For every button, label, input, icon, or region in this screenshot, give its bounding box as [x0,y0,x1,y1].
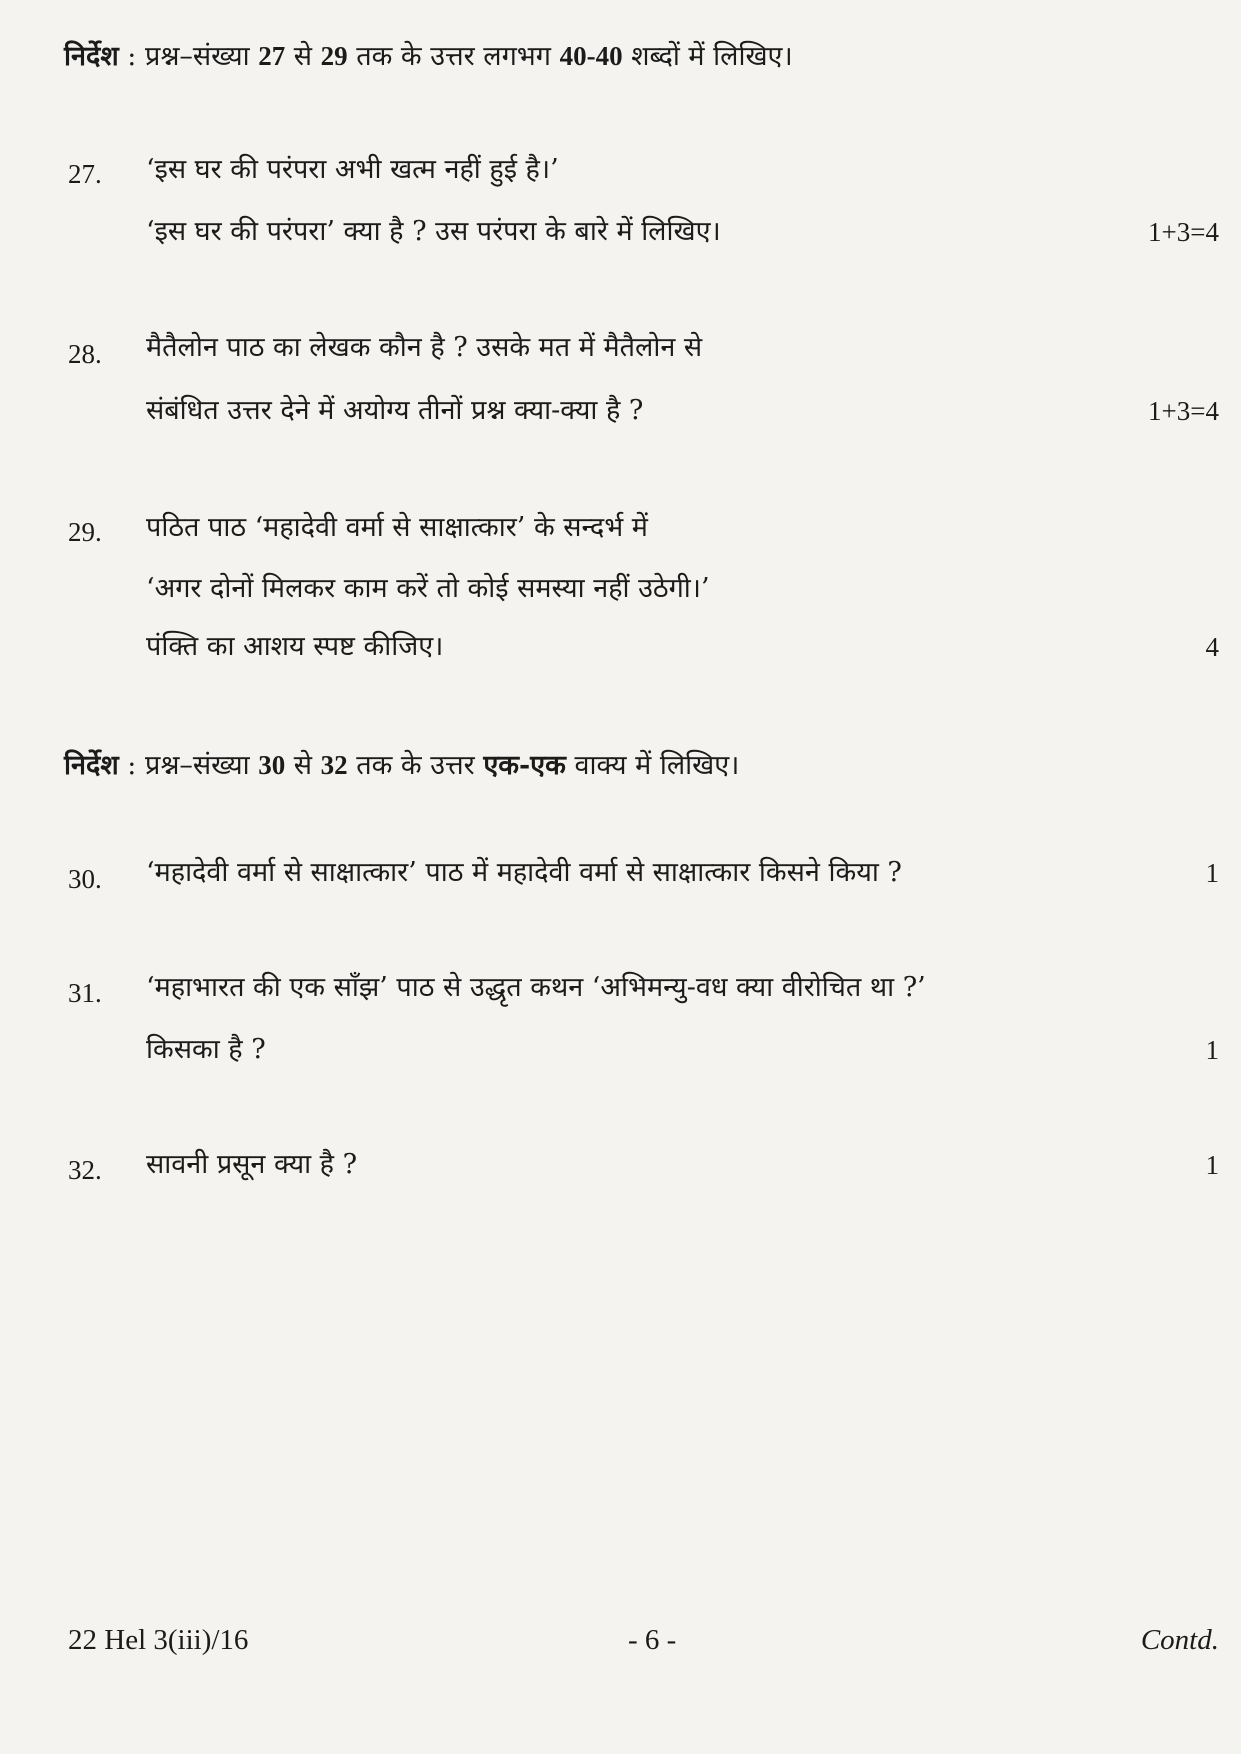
question-number: 30. [68,864,102,894]
question-text: ‘इस घर की परंपरा’ क्या है ? उस परंपरा के बारे में लिखिए। [146,216,721,247]
question-number: 29. [68,517,102,547]
question-number: 27. [68,159,102,189]
question-text: पंक्ति का आशय स्पष्ट कीजिए। [146,631,444,662]
page-number: - 6 - [628,1624,677,1656]
marks: 1 [1205,1035,1219,1065]
contd-label: Contd. [1140,1624,1219,1656]
question-text: ‘महाभारत की एक साँझ’ पाठ से उद्धृत कथन ‘अभिमन्यु-वध क्या वीरोचित था ?’ [146,972,926,1003]
marks: 1+3=4 [1148,396,1219,426]
question-text: ‘महादेवी वर्मा से साक्षात्कार’ पाठ में महादेवी वर्मा से साक्षात्कार किसने किया ? [146,857,902,888]
question-number: 32. [68,1155,102,1185]
marks: 1 [1205,1150,1219,1180]
question-text: ‘अगर दोनों मिलकर काम करें तो कोई समस्या नहीं उठेगी।’ [146,573,710,604]
question-text: मैतैलोन पाठ का लेखक कौन है ? उसके मत में मैतैलोन से [146,332,703,363]
marks: 4 [1205,632,1219,662]
question-number: 31. [68,978,102,1008]
question-text: संबंधित उत्तर देने में अयोग्य तीनों प्रश्न क्या-क्या है ? [146,395,644,426]
question-text: सावनी प्रसून क्या है ? [146,1149,358,1180]
question-text: ‘इस घर की परंपरा अभी खत्म नहीं हुई है।’ [146,154,559,185]
instruction-label: निर्देश [64,750,119,781]
instruction-30-32: निर्देश : प्रश्न–संख्या 30 से 32 तक के उत्तर एक-एक वाक्य में लिखिए। [64,750,740,781]
instruction-27-29: निर्देश : प्रश्न–संख्या 27 से 29 तक के उत्तर लगभग 40-40 शब्दों में लिखिए। [64,41,793,72]
paper-code: 22 Hel 3(iii)/16 [68,1624,249,1656]
marks: 1 [1205,858,1219,888]
question-text: किसका है ? [146,1034,266,1065]
question-number: 28. [68,339,102,369]
question-text: पठित पाठ ‘महादेवी वर्मा से साक्षात्कार’ के सन्दर्भ में [146,512,648,543]
instruction-label: निर्देश [64,41,119,72]
marks: 1+3=4 [1148,217,1219,247]
